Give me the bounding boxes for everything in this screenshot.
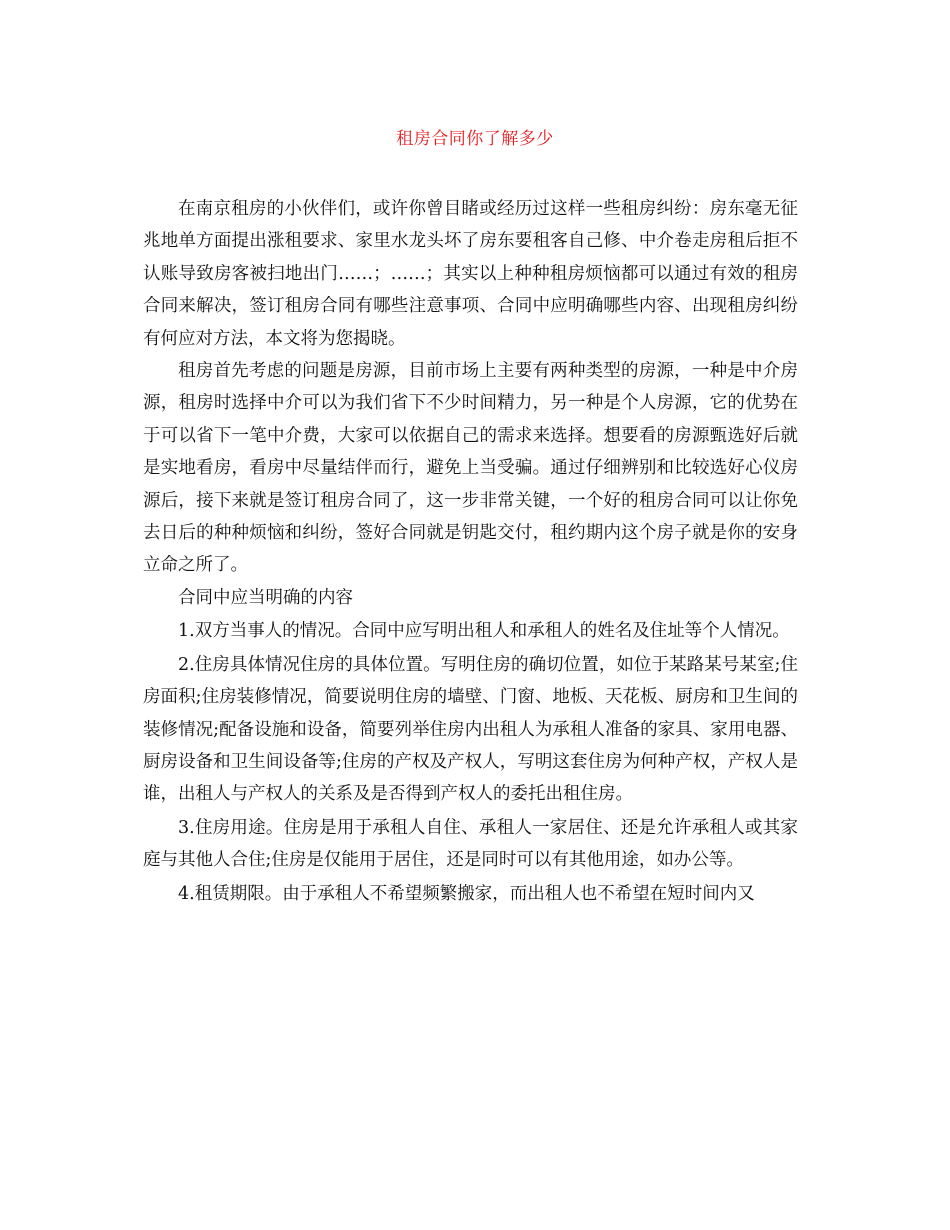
document-body: [143, 193, 798, 910]
document-title: 租房合同你了解多少: [396, 129, 554, 149]
list-item-parties: 1.双方当事人的情况。合同中应写明出租人和承租人的姓名及住址等个人情况。: [178, 621, 790, 642]
list-item-housing-use: 3.住房用途。住房是用于承租人自住、承租人一家居住、还是允许承租人或其家庭与其他人合住;住房是仅能用于居住，还是同时可以有其他用途，如办公等。: [143, 817, 798, 871]
section-heading: 合同中应当明确的内容: [178, 587, 353, 608]
list-item-housing-details: 2.住房具体情况住房的具体位置。写明住房的确切位置，如位于某路某号某室;住房面积;住房装修情况，简要说明住房的墙壁、门窗、地板、天花板、厨房和卫生间的装修情况;配备设施和设备，简要列举住房内出租人为承租人准备的家具、家用电器、厨房设备和卫生间设备等;住房的产权及产权人，写明这套住房为何种产权，产权人是谁，出租人与产权人的关系及是否得到产权人的委托出租住房。: [143, 654, 798, 805]
list-item-lease-term: 4.租赁期限。由于承租人不希望频繁搬家，而出租人也不希望在短时间内又: [178, 883, 755, 904]
paragraph-housing-source: 租房首先考虑的问题是房源，目前市场上主要有两种类型的房源，一种是中介房源，租房时选择中介可以为我们省下不少时间精力，另一种是个人房源，它的优势在于可以省下一笔中介费，大家可以依据自己的需求来选择。想要看的房源甄选好后就是实地看房，看房中尽量结伴而行，避免上当受骗。通过仔细辨别和比较选好心仪房源后，接下来就是签订租房合同了，这一步非常关键，一个好的租房合同可以让你免去日后的种种烦恼和纠纷，签好合同就是钥匙交付，租约期内这个房子就是你的安身立命之所了。: [143, 361, 798, 576]
paragraph-intro: 在南京租房的小伙伴们，或许你曾目睹或经历过这样一些租房纠纷：房东毫无征兆地单方面提出涨租要求、家里水龙头坏了房东要租客自己修、中介卷走房租后拒不认账导致房客被扫地出门……；……；其实以上种种租房烦恼都可以通过有效的租房合同来解决，签订租房合同有哪些注意事项、合同中应明确哪些内容、出现租房纠纷有何应对方法，本文将为您揭晓。: [143, 199, 798, 349]
